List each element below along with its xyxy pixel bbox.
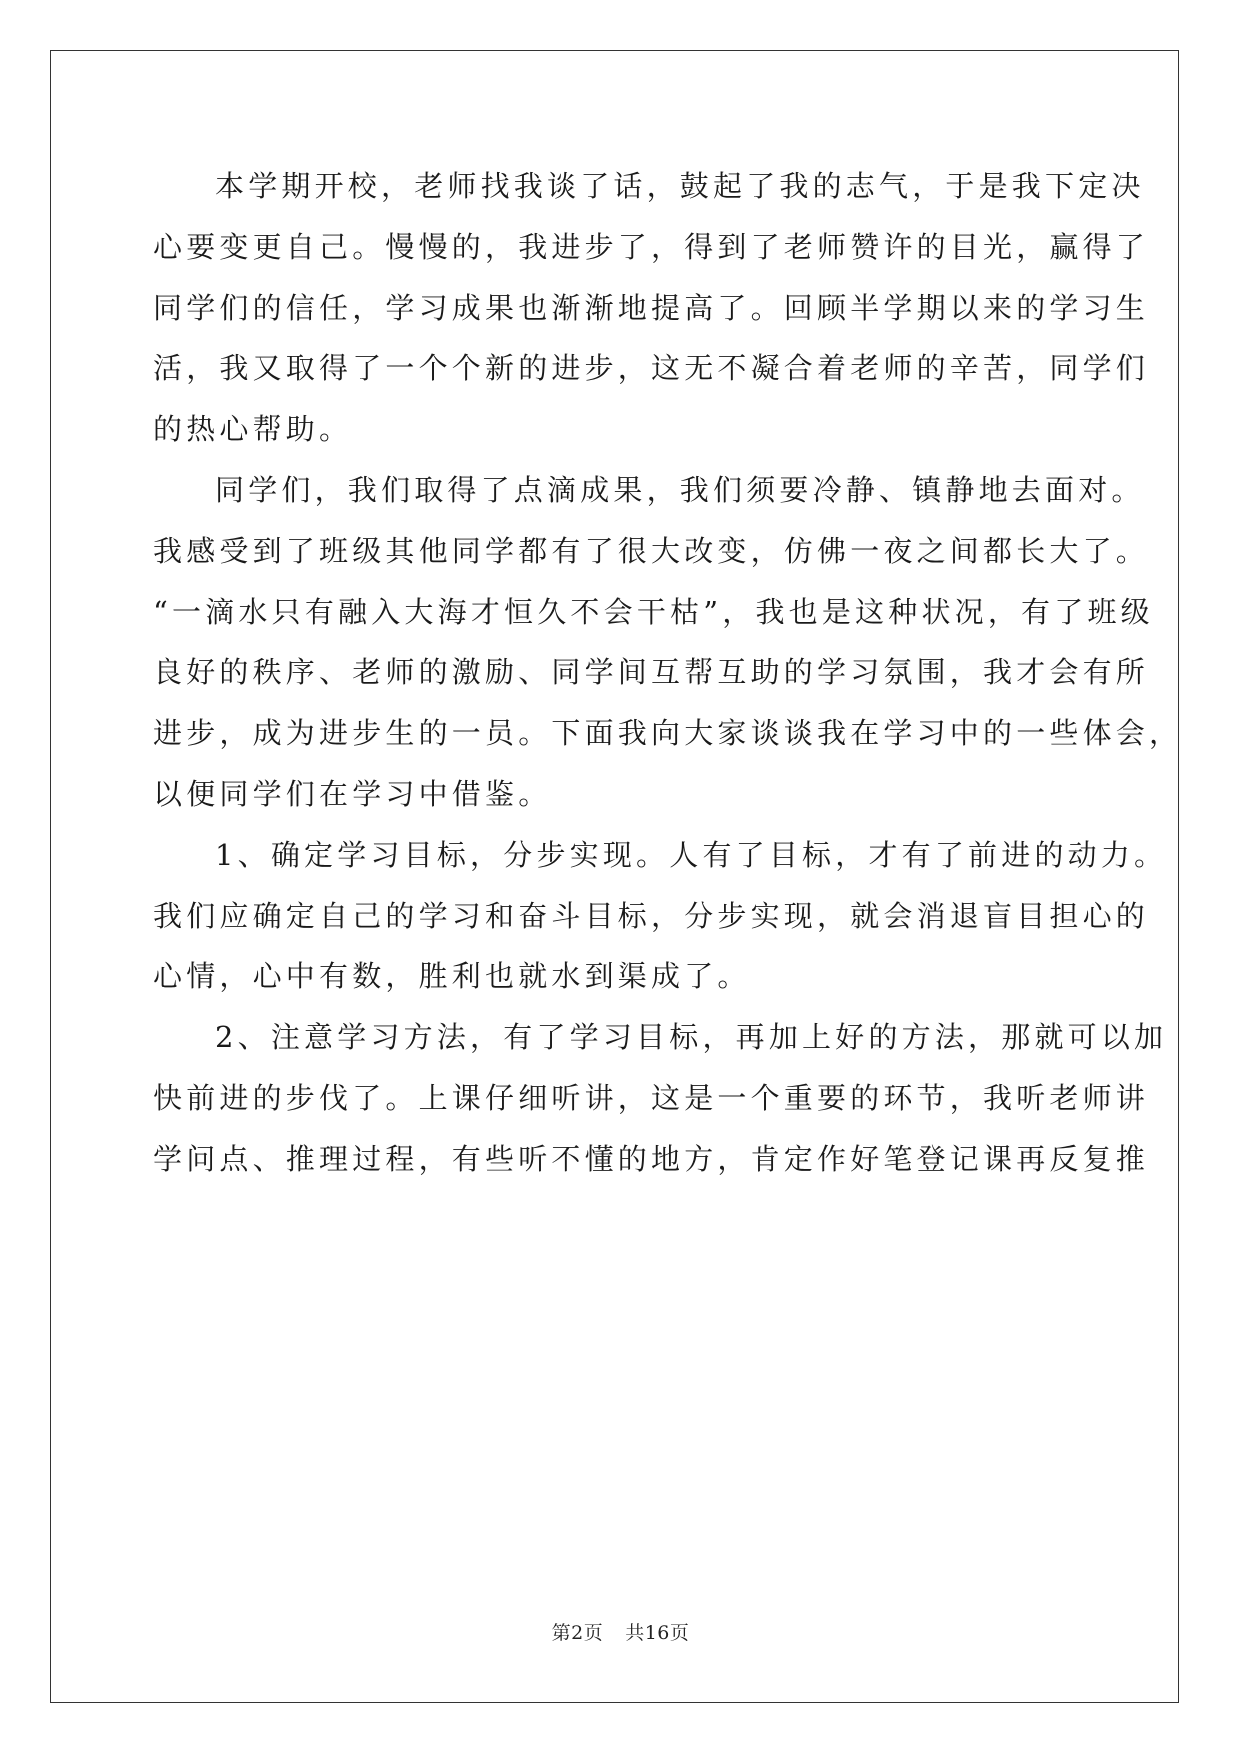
page-total: 共16页 <box>625 1622 690 1644</box>
paragraph-line: 心要变更自己。慢慢的，我进步了，得到了老师赞许的目光，赢得了 <box>153 229 1150 264</box>
page-number: 第2页 <box>551 1622 604 1644</box>
paragraph-2 <box>153 460 1183 825</box>
paragraph-4 <box>153 1007 1168 1189</box>
paragraph-line: 以便同学们在学习中借鉴。 <box>153 776 552 811</box>
paragraph-line: 1、确定学习目标，分步实现。人有了目标，才有了前进的动力。 <box>215 837 1168 872</box>
paragraph-line: 同学们的信任，学习成果也渐渐地提高了。回顾半学期以来的学习生 <box>153 290 1150 325</box>
paragraph-line: 我感受到了班级其他同学都有了很大改变，仿佛一夜之间都长大了。 <box>153 533 1150 568</box>
paragraph-line: 良好的秩序、老师的激励、同学间互帮互助的学习氛围，我才会有所 <box>153 655 1150 690</box>
page-footer <box>0 1618 1241 1645</box>
paragraph-line: 同学们，我们取得了点滴成果，我们须要冷静、镇静地去面对。 <box>215 472 1145 507</box>
paragraph-line: 活，我又取得了一个个新的进步，这无不凝合着老师的辛苦，同学们 <box>153 351 1150 386</box>
paragraph-line: 我们应确定自己的学习和奋斗目标，分步实现，就会消退盲目担心的 <box>153 898 1150 933</box>
paragraph-line: 本学期开校，老师找我谈了话，鼓起了我的志气，于是我下定决 <box>215 169 1145 203</box>
paragraph-line: 心情，心中有数，胜利也就水到渠成了。 <box>153 959 751 994</box>
paragraph-3 <box>153 825 1168 1007</box>
paragraph-line: 进步，成为进步生的一员。下面我向大家谈谈我在学习中的一些体会， <box>153 716 1183 751</box>
paragraph-line: 的热心帮助。 <box>153 412 353 447</box>
paragraph-line: 2、注意学习方法，有了学习目标，再加上好的方法，那就可以加 <box>215 1020 1168 1055</box>
paragraph-line: 学问点、推理过程，有些听不懂的地方，肯定作好笔登记课再反复推 <box>153 1141 1150 1176</box>
paragraph-1 <box>153 156 1150 460</box>
paragraph-line: 快前进的步伐了。上课仔细听讲，这是一个重要的环节，我听老师讲 <box>153 1080 1150 1115</box>
paragraph-line: “一滴水只有融入大海才恒久不会干枯”，我也是这种状况，有了班级 <box>153 594 1154 629</box>
document-body <box>153 156 1183 1190</box>
